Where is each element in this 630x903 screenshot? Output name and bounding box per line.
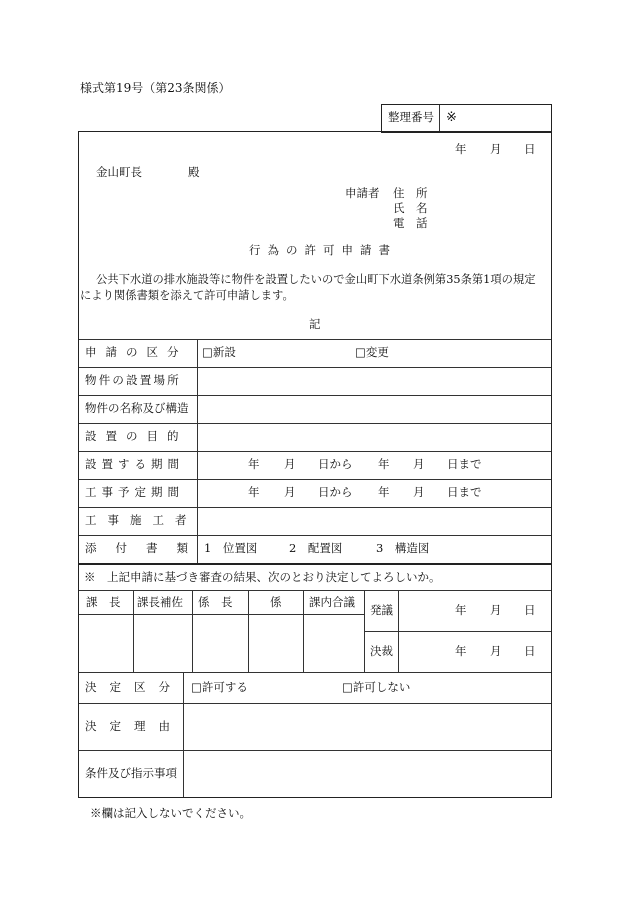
applicant-label: 申請者 [345,186,380,200]
document-title: 行為の許可申請書 [249,243,397,257]
work-to-day: 日まで [447,485,482,499]
row-label-work-period: 工事予定期間 [85,485,184,499]
date-year: 年 [455,142,467,156]
approved-label: 決裁 [370,644,393,658]
install-from-year: 年 [248,457,260,471]
install-to-year: 年 [378,457,390,471]
attachment-location-map: 1 位置図 [204,541,258,555]
row-label-install-period: 設置する期間 [85,457,184,471]
date-month: 月 [490,142,502,156]
form-number-header: 様式第19号（第23条関係） [80,81,231,95]
review-note: ※ 上記申請に基づき審査の結果、次のとおり決定してよろしいか。 [84,570,441,584]
grid-line [79,590,551,591]
grid-line [364,590,365,672]
body-text-line2: により関係書類を添えて許可申請します。 [80,289,294,302]
row-label-attachments: 添付書類 [85,541,207,555]
grid-line [303,590,304,672]
grid-line [79,703,551,704]
header-section-chief: 課 長 [86,595,121,609]
row-label-name-structure: 物件の名称及び構造 [85,401,189,415]
grid-line [79,395,551,396]
grid-line [79,614,364,615]
decision-label: 決定区分 [85,680,183,694]
work-from-day: 日から [318,485,353,499]
applicant-phone-label: 電 話 [393,216,428,230]
grid-line [79,507,551,508]
issued-day: 日 [524,603,536,617]
row-label-contractor: 工事施工者 [85,513,198,527]
option-deny[interactable]: □許可しない [342,680,411,694]
attachment-layout-plan: 2 配置図 [289,541,343,555]
grid-line [192,590,193,672]
grid-line [398,590,399,672]
header-internal-consultation: 課内合議 [309,595,355,609]
install-to-month: 月 [413,457,425,471]
grid-line [133,590,134,672]
option-new[interactable]: □新設 [202,345,236,359]
body-text-line1: 公共下水道の排水施設等に物件を設置したいので金山町下水道条例第35条第1項の規定 [96,273,536,286]
grid-line [79,672,551,673]
issued-month: 月 [490,603,502,617]
ref-number-mark: ※ [446,110,457,125]
row-label-location: 物件の設置場所 [85,373,181,387]
header-subsection-chief: 係 長 [198,595,233,609]
addressee: 金山町長 [96,165,142,179]
grid-line [248,590,249,672]
option-change[interactable]: □変更 [355,345,389,359]
install-from-day: 日から [318,457,353,471]
footnote: ※欄は記入しないでください。 [90,806,251,820]
grid-line [79,750,551,751]
header-deputy-chief: 課長補佐 [137,595,183,609]
grid-line [79,479,551,480]
row-label-application-type: 申請の区分 [85,345,188,359]
install-to-day: 日まで [447,457,482,471]
applicant-name-label: 氏 名 [393,201,428,215]
work-from-month: 月 [284,485,296,499]
issued-label: 発議 [370,603,393,617]
grid-line [79,423,551,424]
ref-number-label: 整理番号 [388,110,434,124]
issued-year: 年 [455,603,467,617]
work-from-year: 年 [248,485,260,499]
row-label-purpose: 設置の目的 [85,429,188,443]
conditions-label: 条件及び指示事項 [85,766,177,780]
honorific: 殿 [188,165,200,179]
grid-line [79,535,551,536]
grid-line [79,451,551,452]
attachment-structure-drawing: 3 構造図 [376,541,430,555]
header-staff: 係 [270,595,282,609]
applicant-address-label: 住 所 [393,186,428,200]
grid-line [197,339,198,563]
ref-number-divider [439,105,440,132]
grid-line [364,631,551,632]
ki-label: 記 [309,317,321,331]
option-permit[interactable]: □許可する [191,680,248,694]
approved-month: 月 [490,644,502,658]
reason-label: 決定理由 [85,719,183,733]
grid-line [79,339,551,340]
install-from-month: 月 [284,457,296,471]
approved-day: 日 [524,644,536,658]
approved-year: 年 [455,644,467,658]
grid-line [79,367,551,368]
grid-line [183,672,184,797]
work-to-month: 月 [413,485,425,499]
date-day: 日 [524,142,536,156]
work-to-year: 年 [378,485,390,499]
